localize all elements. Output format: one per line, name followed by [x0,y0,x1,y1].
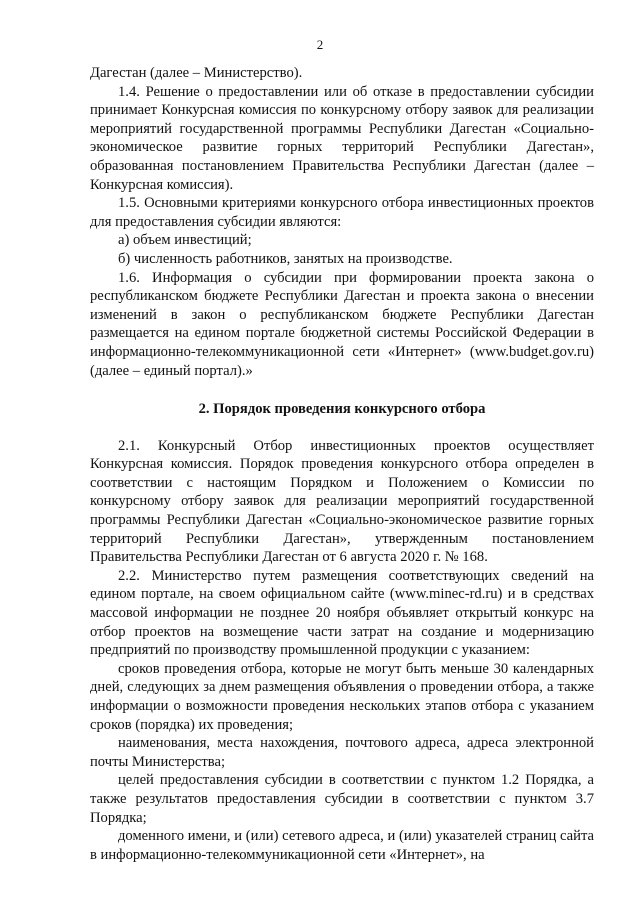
paragraph-1-5: 1.5. Основными критериями конкурсного отбора инвестиционных проектов для предоставления субсидии являются: [90,195,594,230]
spacer [90,380,594,400]
paragraph-subsidy-goals: целей предоставления субсидии в соответствии с пунктом 1.2 Порядка, а также результатов предоставления субсидии в соответствии с пунктом 3.7 Порядка; [90,772,594,826]
paragraph-continuation: Дагестан (далее – Министерство). [90,65,303,81]
page-number: 2 [316,37,324,52]
document-body [90,64,594,864]
paragraph-ministry-address: наименования, места нахождения, почтового адреса, адреса электронной почты Министерства; [90,735,594,770]
paragraph-deadlines: сроков проведения отбора, которые не могут быть меньше 30 календарных дней, следующих за днем размещения объявления о проведении отбора, а также информации о возможности проведения нескольких этапов отбора с указанием сроков (порядка) их проведения; [90,660,594,733]
list-item-a: а) объем инвестиций; [118,232,252,249]
paragraph-2-2: 2.2. Министерство путем размещения соответствующих сведений на едином портале, на своем официальном сайте (www.minec-rd.ru) и в средствах массовой информации не позднее 20 ноября объявляет открытый конкурс на отбор проектов на возмещение части затрат на создание и модернизацию предприятий по производству промышленной продукции с указанием: [90,567,594,659]
list-item-b: б) численность работников, занятых на производстве. [118,250,453,267]
paragraph-1-6: 1.6. Информация о субсидии при формировании проекта закона о республиканском бюджете Республики Дагестан и проекта закона о внесении изменений в закон о республиканском бюджете Республики Дагестан размещается на едином портале бюджетной системы Российской Федерации в информационно-телекоммуникационной сети «Интернет» (www.budget.gov.ru) (далее – единый портал).» [90,269,594,379]
paragraph-1-4: 1.4. Решение о предоставлении или об отказе в предоставлении субсидии принимает Конкурсная комиссия по конкурсному отбору заявок для реализации мероприятий государственной программы Республики Дагестан «Социально-экономическое развитие горных территорий Республики Дагестан», образованная постановлением Правительства Республики Дагестан (далее – Конкурсная комиссия). [90,83,594,193]
spacer [90,419,594,437]
paragraph-domain-name: доменного имени, и (или) сетевого адреса, и (или) указателей страниц сайта в информационно-телекоммуникационной сети «Интернет», на [90,828,594,863]
section-heading: 2. Порядок проведения конкурсного отбора [198,401,486,418]
paragraph-2-1: 2.1. Конкурсный Отбор инвестиционных проектов осуществляет Конкурсная комиссия. Порядок проведения конкурсного отбора определен в соответствии с настоящим Порядком и Положением о Комиссии по конкурсному отбору заявок для реализации мероприятий государственной программы Республики Дагестан «Социально-экономическое развитие горных территорий Республики Дагестан», утвержденным постановлением Правительства Республики Дагестан от 6 августа 2020 г. № 168. [90,437,594,566]
